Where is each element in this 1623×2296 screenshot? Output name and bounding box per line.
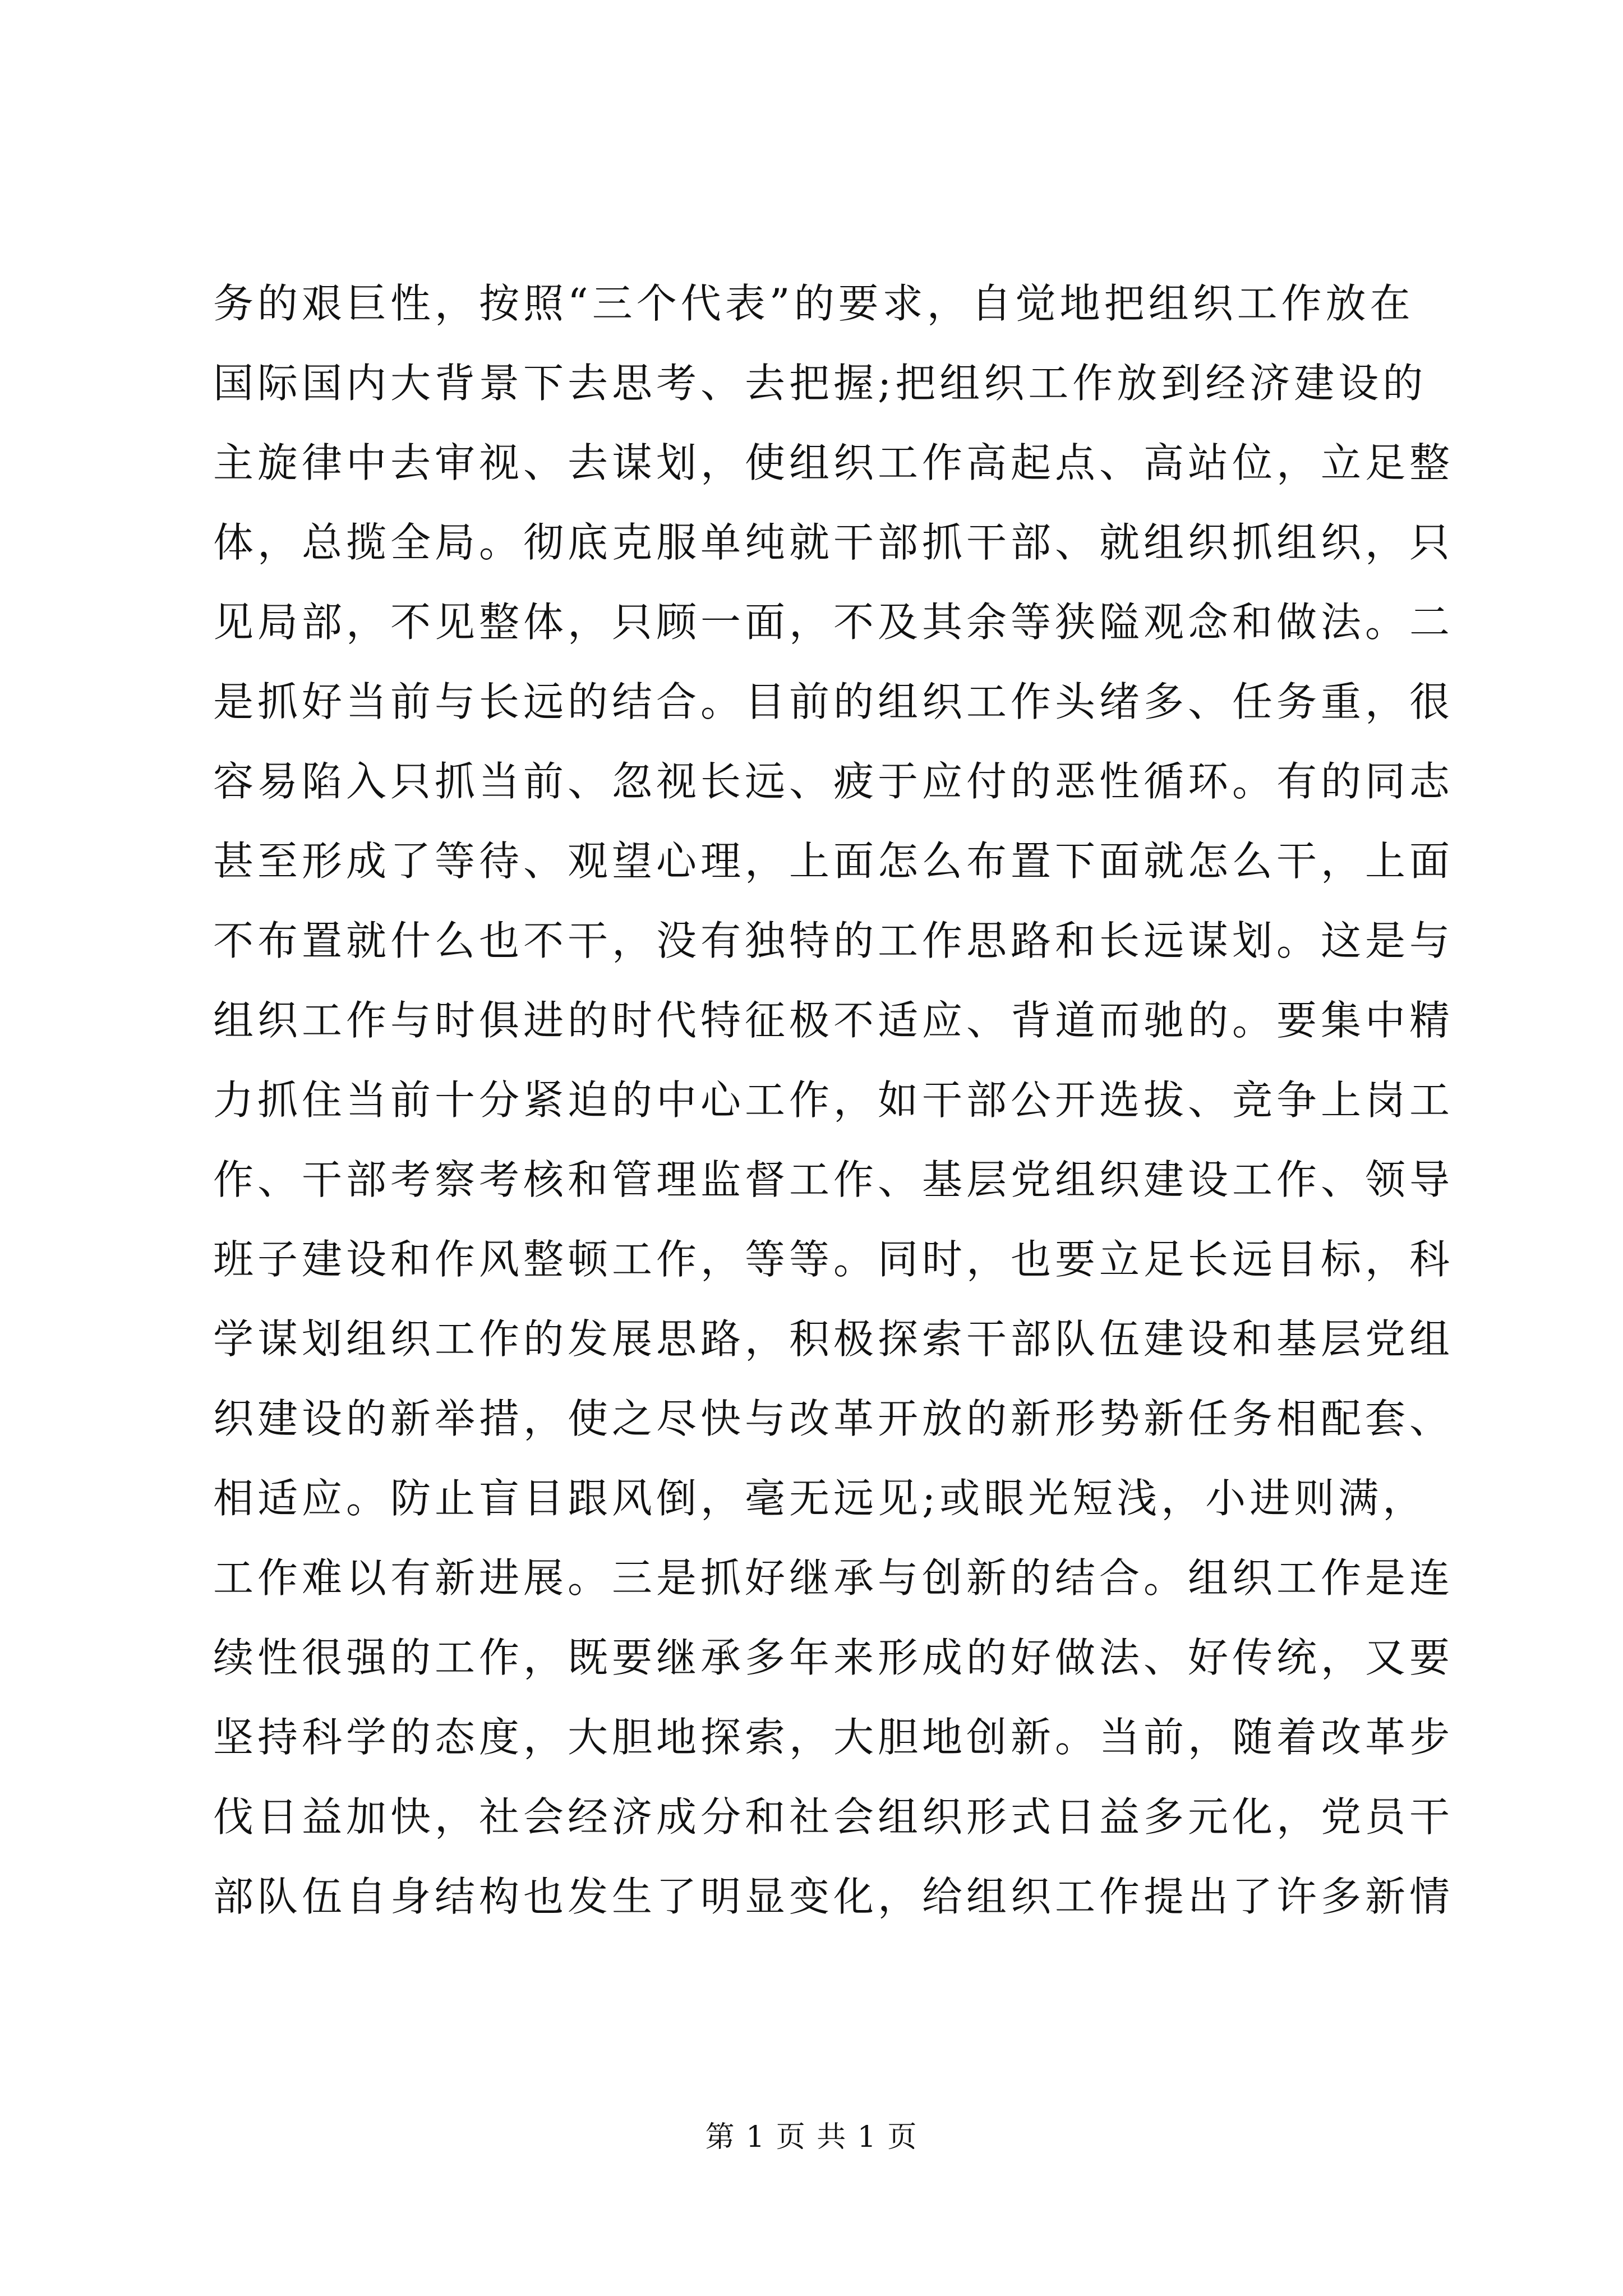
text-line: 续性很强的工作，既要继承多年来形成的好做法、好传统，又要 <box>213 1634 1454 1681</box>
text-line: 织建设的新举措，使之尽快与改革开放的新形势新任务相配套、 <box>213 1395 1454 1442</box>
page-footer <box>0 2118 1623 2157</box>
text-line: 务的艰巨性，按照“三个代表”的要求，自觉地把组织工作放在 <box>213 280 1414 327</box>
text-line: 工作难以有新进展。三是抓好继承与创新的结合。组织工作是连 <box>213 1554 1454 1602</box>
text-line: 见局部，不见整体，只顾一面，不及其余等狭隘观念和做法。二 <box>213 599 1454 646</box>
text-line: 甚至形成了等待、观望心理，上面怎么布置下面就怎么干，上面 <box>213 838 1454 885</box>
text-line: 作、干部考察考核和管理监督工作、基层党组织建设工作、领导 <box>213 1156 1454 1203</box>
text-line: 是抓好当前与长远的结合。目前的组织工作头绪多、任务重，很 <box>213 678 1454 725</box>
text-line: 不布置就什么也不干，没有独特的工作思路和长远谋划。这是与 <box>213 917 1454 964</box>
text-line: 体，总揽全局。彻底克服单纯就干部抓干部、就组织抓组织，只 <box>213 519 1454 566</box>
body-text <box>213 264 1454 1936</box>
text-line: 伐日益加快，社会经济成分和社会组织形式日益多元化，党员干 <box>213 1793 1454 1841</box>
text-line: 组织工作与时俱进的时代特征极不适应、背道而驰的。要集中精 <box>213 997 1454 1044</box>
text-line: 容易陷入只抓当前、忽视长远、疲于应付的恶性循环。有的同志 <box>213 758 1454 805</box>
text-line: 学谋划组织工作的发展思路，积极探索干部队伍建设和基层党组 <box>213 1315 1454 1363</box>
text-line: 力抓住当前十分紧迫的中心工作，如干部公开选拔、竞争上岗工 <box>213 1076 1454 1124</box>
text-line: 国际国内大背景下去思考、去把握;把组织工作放到经济建设的 <box>213 360 1427 407</box>
text-line: 坚持科学的态度，大胆地探索，大胆地创新。当前，随着改革步 <box>213 1714 1454 1761</box>
text-line: 主旋律中去审视、去谋划，使组织工作高起点、高站位，立足整 <box>213 439 1454 486</box>
page-number-label: 第 1 页 共 1 页 <box>705 2120 918 2154</box>
text-line: 部队伍自身结构也发生了明显变化，给组织工作提出了许多新情 <box>213 1873 1454 1920</box>
text-line: 相适应。防止盲目跟风倒，毫无远见;或眼光短浅，小进则满， <box>213 1475 1427 1522</box>
text-line: 班子建设和作风整顿工作，等等。同时，也要立足长远目标，科 <box>213 1236 1454 1283</box>
